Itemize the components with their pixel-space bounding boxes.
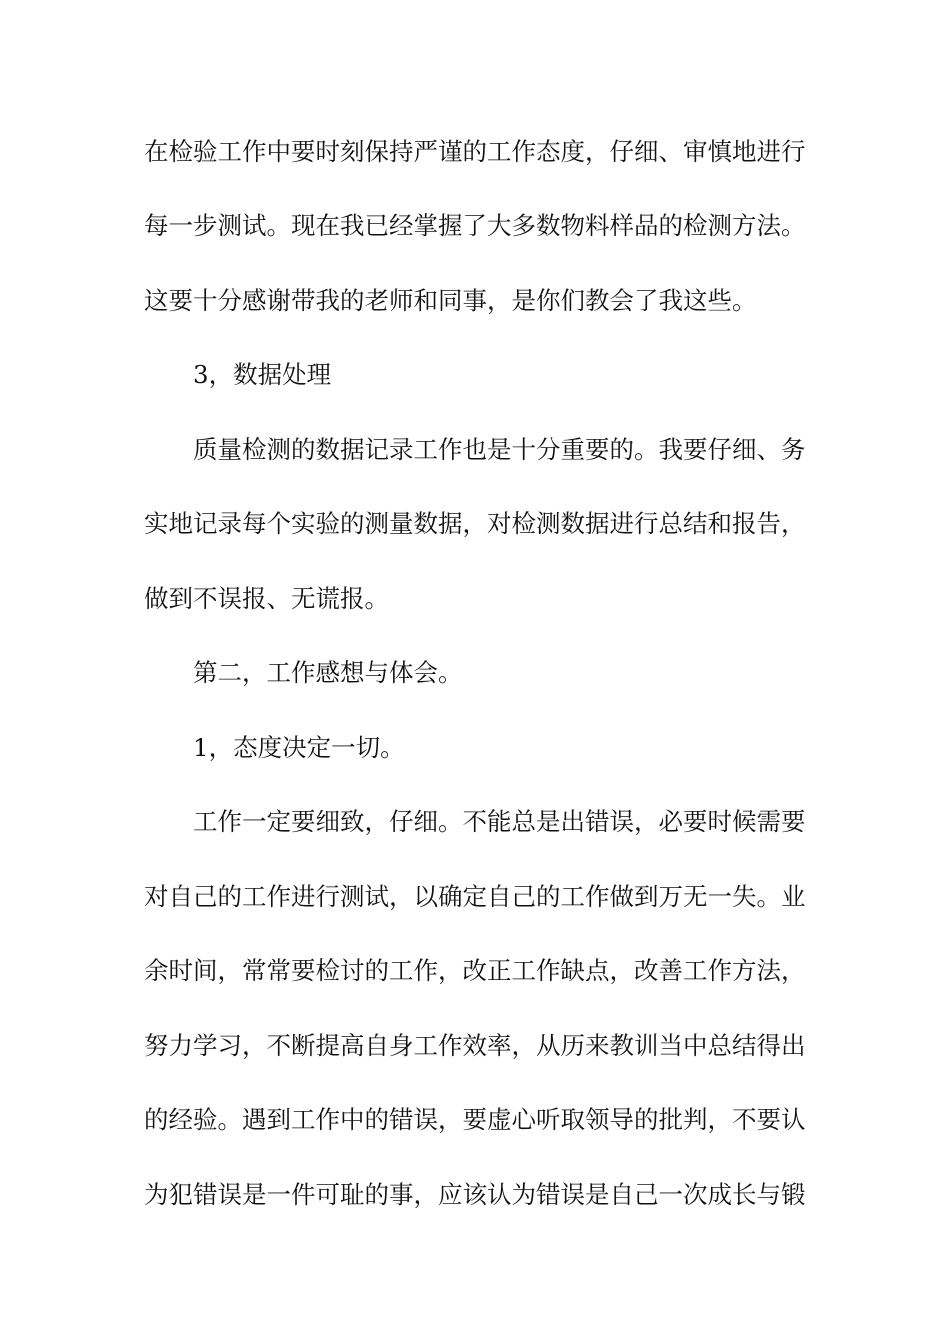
paragraph-line: 工作一定要细致，仔细。不能总是出错误，必要时候需要 xyxy=(193,807,806,836)
paragraph-line: 的经验。遇到工作中的错误，要虚心听取领导的批判，不要认 xyxy=(144,1105,806,1134)
paragraph-line: 余时间，常常要检讨的工作，改正工作缺点，改善工作方法， xyxy=(144,956,806,985)
paragraph-line: 这要十分感谢带我的老师和同事，是你们教会了我这些。 xyxy=(144,286,757,315)
paragraph-line: 实地记录每个实验的测量数据，对检测数据进行总结和报告， xyxy=(144,509,806,538)
paragraph-line: 质量检测的数据记录工作也是十分重要的。我要仔细、务 xyxy=(193,435,806,464)
section-heading: 3，数据处理 xyxy=(193,360,332,389)
paragraph-line: 为犯错误是一件可耻的事，应该认为错误是自己一次成长与锻 xyxy=(144,1180,806,1209)
paragraph-line: 做到不误报、无谎报。 xyxy=(144,584,389,613)
paragraph-line: 每一步测试。现在我已经掌握了大多数物料样品的检测方法。 xyxy=(144,211,806,240)
paragraph-line: 对自己的工作进行测试，以确定自己的工作做到万无一失。业 xyxy=(144,882,806,911)
paragraph-line: 努力学习，不断提高自身工作效率，从历来教训当中总结得出 xyxy=(144,1031,806,1060)
section-heading: 1，态度决定一切。 xyxy=(193,733,405,762)
paragraph-line: 在检验工作中要时刻保持严谨的工作态度，仔细、审慎地进行 xyxy=(144,137,806,166)
section-heading: 第二，工作感想与体会。 xyxy=(193,658,463,687)
